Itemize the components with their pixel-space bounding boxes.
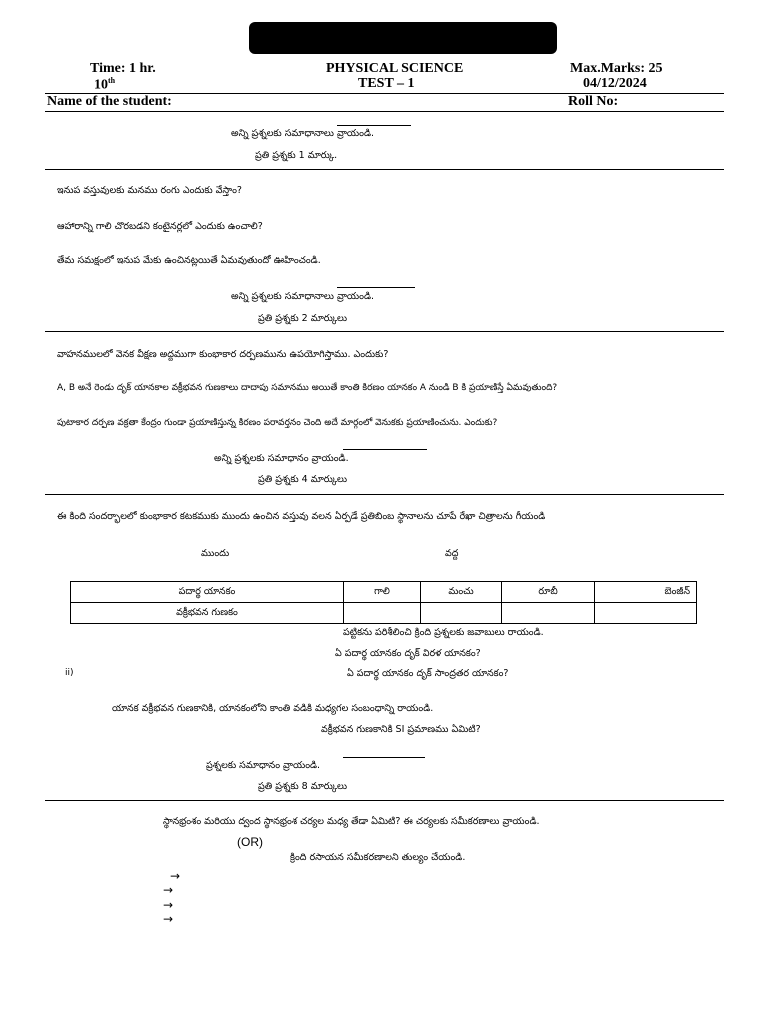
position-before: ముందు [201, 548, 230, 559]
header-divider-bottom [45, 111, 724, 112]
class-label [94, 76, 115, 94]
question-4: వాహనములలో వెనక వీక్షణ అద్దముగా కుంభాకార దర్పణమును ఉపయోగిస్తాము. ఎందుకు? [57, 349, 389, 360]
question-3: తేమ సమక్షంలో ఇనుప మేకు ఉంచినట్లయితే ఏమవుతుందో ఊహించండి. [57, 255, 321, 266]
table-cell [502, 603, 595, 624]
question-6: పుటాకార దర్పణ వక్రతా కేంద్రం గుండా ప్రయాణిస్తున్న కిరణం పరావర్తనం చెంది అదే మార్గంలో వెనుకకు ప్రయాణించును. ఎందుకు? [57, 418, 498, 428]
table-cell: రూబీ [502, 582, 595, 603]
question-8: స్థానభ్రంశం మరియు ద్వంద స్థానభ్రంశ చర్యల మధ్య తేడా ఏమిటి? ఈ చర్యలకు సమీకరణాలు వ్రాయండి. [163, 816, 540, 827]
section4-marks: ప్రతి ప్రశ్నకు 8 మార్కులు [258, 781, 348, 792]
equation-arrow-icon: → [163, 883, 174, 897]
question-2: ఆహారాన్ని గాలి చొరబడని కంటైనర్లలో ఎందుకు ఉంచాలి? [57, 221, 263, 232]
table-question: పట్టికను పరిశీలించి క్రింది ప్రశ్నలకు జవాబులు రాయండి. [343, 627, 544, 638]
section1-instruction: అన్ని ప్రశ్నలకు సమాధానాలు వ్రాయండి. [231, 128, 375, 139]
refractive-index-table [70, 581, 697, 624]
section2-divider [45, 331, 724, 332]
time-label: Time: 1 hr. [90, 61, 156, 76]
question-5: A, B అనే రెండు దృక్ యానకాల వక్రీభవన గుణకాలు దాదాపు సమానము అయితే కాంతి కిరణం యానకం A నుండి B కి ప్రయాణిస్తే ఏమవుతుంది? [57, 383, 558, 393]
table-cell: గాలి [344, 582, 421, 603]
table-cell: వక్రీభవన గుణకం [71, 603, 344, 624]
section1-divider [45, 169, 724, 170]
class-number: 10 [94, 77, 108, 93]
balance-instruction: క్రింది రసాయన సమీకరణాలని తుల్యం చేయండి. [290, 852, 466, 863]
table-row [71, 603, 697, 624]
section3-underline [343, 449, 427, 450]
section2-underline [337, 287, 415, 288]
table-cell: బెంజీన్ [595, 582, 697, 603]
section1-underline [337, 125, 411, 126]
sub-question-i: ఏ పదార్థ యానకం దృక్ విరళ యానకం? [335, 648, 481, 659]
section4-divider [45, 800, 724, 801]
section4-instruction: ప్రశ్నలకు సమాధానం వ్రాయండి. [206, 760, 321, 771]
equation-arrow-icon: → [170, 869, 181, 883]
table-cell [595, 603, 697, 624]
table-cell [421, 603, 502, 624]
sub-question-ii: ఏ పదార్థ యానకం దృక్ సాంద్రతర యానకం? [347, 668, 509, 679]
equation-arrow-icon: → [163, 898, 174, 912]
redacted-banner [249, 22, 557, 54]
table-cell: మంచు [421, 582, 502, 603]
table-row [71, 582, 697, 603]
or-label: (OR) [237, 835, 263, 849]
section3-marks: ప్రతి ప్రశ్నకు 4 మార్కులు [258, 474, 348, 485]
test-title: TEST – 1 [358, 76, 415, 91]
relation-question: యానక వక్రీభవన గుణకానికి, యానకంలోని కాంతి వడికి మధ్యగల సంబంధాన్ని రాయండి. [112, 703, 434, 714]
max-marks: Max.Marks: 25 [570, 61, 663, 76]
equation-arrow-icon: → [163, 912, 174, 926]
sub-question-ii-label: ii) [65, 668, 74, 678]
section3-instruction: అన్ని ప్రశ్నలకు సమాధానం వ్రాయండి. [214, 453, 349, 464]
class-suffix: th [108, 76, 116, 85]
si-unit-question: వక్రీభవన గుణకానికి SI ప్రమాణము ఏమిటి? [321, 724, 481, 735]
section1-marks: ప్రతి ప్రశ్నకు 1 మార్కు. [255, 150, 338, 161]
position-at: వద్ద [445, 548, 459, 559]
section2-instruction: అన్ని ప్రశ్నలకు సమాధానాలు వ్రాయండి. [231, 291, 375, 302]
question-1: ఇనుప వస్తువులకు మనము రంగు ఎందుకు వేస్తాం? [57, 185, 242, 196]
table-cell [344, 603, 421, 624]
section3-divider [45, 494, 724, 495]
question-7: ఈ కింది సందర్భాలలో కుంభాకార కటకముకు ముందు ఉంచిన వస్తువు వలన ఏర్పడే ప్రతిబింబ స్థానాలను చూపే రేఖా చిత్రాలను గీయండి [57, 511, 546, 522]
subject-title: PHYSICAL SCIENCE [326, 61, 464, 76]
student-name-label: Name of the student: [47, 94, 172, 109]
exam-date: 04/12/2024 [583, 76, 647, 91]
section2-marks: ప్రతి ప్రశ్నకు 2 మార్కులు [258, 313, 348, 324]
roll-number-label: Roll No: [568, 94, 619, 109]
section4-underline [343, 757, 425, 758]
table-cell: పదార్థ యానకం [71, 582, 344, 603]
